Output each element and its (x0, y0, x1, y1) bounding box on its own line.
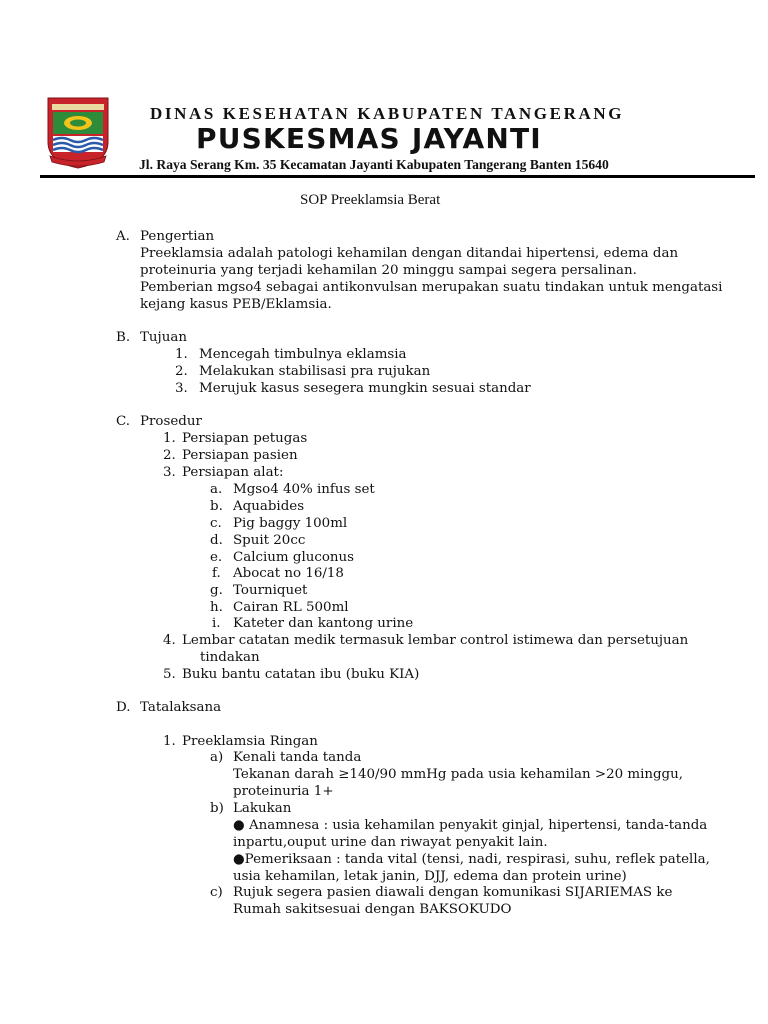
tool-letter: h. (210, 600, 223, 615)
list-number: 1. (163, 734, 176, 749)
step-text: ●Pemeriksaan : tanda vital (tensi, nadi, respirasi, suhu, reflek patella, (233, 852, 710, 867)
address: Jl. Raya Serang Km. 35 Kecamatan Jayanti Kabupaten Tangerang Banten 15640 (139, 157, 609, 172)
list-item: Lembar catatan medik termasuk lembar control istimewa dan persetujuan (182, 633, 689, 648)
institution-name: PUSKESMAS JAYANTI (196, 122, 542, 155)
header-rule-thick (40, 175, 755, 178)
tool-letter: e. (210, 550, 223, 565)
section-d-marker: D. (116, 700, 131, 715)
step-label: b) (210, 801, 224, 816)
section-a-marker: A. (116, 229, 130, 244)
step-text: Tekanan darah ≥140/90 mmHg pada usia kehamilan >20 minggu, (233, 767, 684, 782)
tool-letter: i. (212, 616, 221, 631)
step-text: inpartu,ouput urine dan riwayat penyakit lain. (233, 835, 548, 850)
list-item: Persiapan alat: (182, 465, 284, 480)
tool-letter: f. (212, 566, 221, 581)
section-a-text: Pemberian mgso4 sebagai antikonvulsan merupakan suatu tindakan untuk mengatasi (140, 280, 723, 295)
tool-item: Pig baggy 100ml (233, 516, 348, 531)
section-a-text: Preeklamsia adalah patologi kehamilan dengan ditandai hipertensi, edema dan (140, 246, 679, 261)
list-item: Persiapan petugas (182, 431, 308, 446)
tool-item: Aquabides (233, 499, 305, 514)
tool-item: Kateter dan kantong urine (233, 616, 414, 631)
list-number: 3. (163, 465, 176, 480)
section-a-text: kejang kasus PEB/Eklamsia. (140, 297, 332, 312)
step-heading: Lakukan (233, 801, 292, 816)
section-b-marker: B. (116, 330, 131, 345)
tool-item: Spuit 20cc (233, 533, 306, 548)
tool-item: Abocat no 16/18 (233, 566, 344, 581)
list-number: 3. (175, 381, 188, 396)
list-number: 2. (175, 364, 188, 379)
list-number: 1. (163, 431, 176, 446)
tool-item: Mgso4 40% infus set (233, 482, 375, 497)
section-c-marker: C. (116, 414, 131, 429)
tool-letter: b. (210, 499, 223, 514)
tool-item: Calcium gluconus (233, 550, 355, 565)
tool-item: Cairan RL 500ml (233, 600, 349, 615)
section-d-heading: Tatalaksana (140, 700, 222, 715)
section-c-heading: Prosedur (140, 414, 202, 429)
section-a-text: proteinuria yang terjadi kehamilan 20 minggu sampai segera persalinan. (140, 263, 637, 278)
section-b-heading: Tujuan (140, 330, 187, 345)
list-item-continuation: tindakan (200, 650, 260, 665)
list-item: Merujuk kasus sesegera mungkin sesuai standar (199, 381, 531, 396)
document-title: SOP Preeklamsia Berat (300, 192, 441, 208)
list-number: 2. (163, 448, 176, 463)
list-number: 5. (163, 667, 176, 682)
agency-name: DINAS KESEHATAN KABUPATEN TANGERANG (150, 104, 625, 123)
tool-letter: a. (210, 482, 223, 497)
section-a-heading: Pengertian (140, 229, 215, 244)
step-text: ● Anamnesa : usia kehamilan penyakit ginjal, hipertensi, tanda-tanda (233, 818, 708, 833)
logo (46, 96, 110, 170)
list-item: Mencegah timbulnya eklamsia (199, 347, 407, 362)
list-number: 1. (175, 347, 188, 362)
tool-letter: g. (210, 583, 223, 598)
list-number: 4. (163, 633, 176, 648)
step-text: Rumah sakitsesuai dengan BAKSOKUDO (233, 902, 512, 917)
list-item: Buku bantu catatan ibu (buku KIA) (182, 667, 420, 682)
list-item: Melakukan stabilisasi pra rujukan (199, 364, 431, 379)
step-heading: Rujuk segera pasien diawali dengan komunikasi SIJARIEMAS ke (233, 885, 673, 900)
step-text: usia kehamilan, letak janin, DJJ, edema dan protein urine) (233, 869, 627, 884)
tool-letter: c. (210, 516, 222, 531)
step-label: a) (210, 750, 224, 765)
list-item: Preeklamsia Ringan (182, 734, 318, 749)
tool-item: Tourniquet (233, 583, 308, 598)
step-label: c) (210, 885, 223, 900)
tool-letter: d. (210, 533, 223, 548)
step-text: proteinuria 1+ (233, 784, 334, 799)
step-heading: Kenali tanda tanda (233, 750, 362, 765)
list-item: Persiapan pasien (182, 448, 298, 463)
